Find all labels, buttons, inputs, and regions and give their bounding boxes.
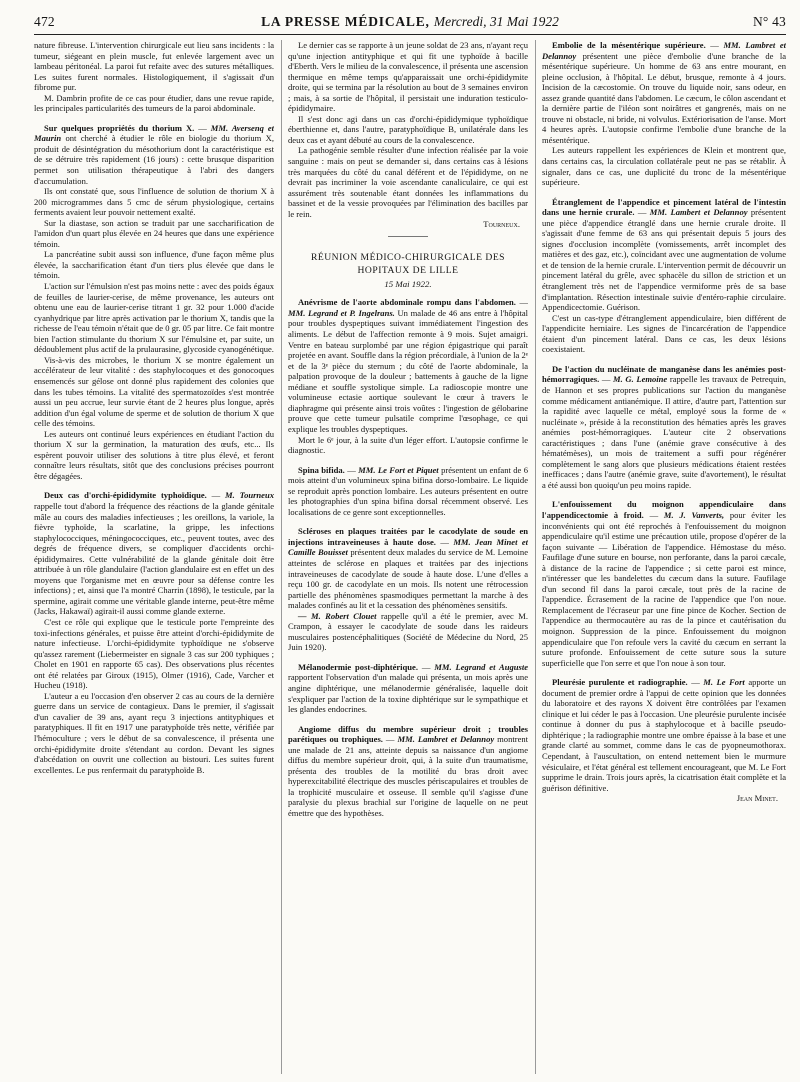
article-authors: MM. Aversenq et Maurin bbox=[34, 122, 274, 144]
paragraph: Sur la diastase, son action se traduit par une saccharification de l'amidon d'un quart plus élevée en 24 heures que dans une expérience témoin. bbox=[34, 217, 274, 249]
paragraph: Mort le 6ᵉ jour, à la suite d'un léger effort. L'autopsie confirme le diagnostic. bbox=[288, 434, 528, 456]
article-text: présentent une pièce d'embolie d'une branche de la mésentérique supérieure. Un homme de 63 ans entre mourant, en pleine occlusion, à l'hôpital. Le début, brusque, remonte à 4 jours. Incision de la cæcostomie. On trouve du liquide noir, sans odeur, en assez grande quantité dans l'abdomen. Le cæcum, le côlon ascendant et la dernière partie de l'iléon sont noirâtres et gangrenés, mais on ne trouve ni obstacle, ni bride, ni volvulus. Extériorisation de l'anse. Mort 4 heures après. L'autopsie confirme l'embolie d'une branche de la mésentérique. bbox=[542, 50, 786, 145]
paragraph: Le dernier cas se rapporte à un jeune soldat de 23 ans, n'ayant reçu qu'une injection antityphique et qui fit une typhoïde à bacille d'Eberth. Vers le milieu de la convalescence, il présenta une ascension thermique en même temps qu'apparaissait une orchi-épididymite droite, qui se termina par la résolution au bout de 3 semaines environ ; mais, à sa sortie de l'hôpital, il persistait une induration testiculo-épididymaire. bbox=[288, 40, 528, 114]
article-scleroses: Scléroses en plaques traitées par le cacodylate de soude en injections intraveineuses à haute dose. — MM. Jean Minet et Camille Bouisset présentent deux malades du service de M. Lemoine atteintes de sclérose en plaques et traitées par des injections intraveineuses de cacodylate de soude à haute dose. L'une d'elles a reçu 100 gr. de cacodylate en un mois. Ils notent une rétrocession partielle des phénomènes spasmodiques permettant la marche à des malades confinés au lit et la cessation des phénomènes sensitifs. bbox=[288, 526, 528, 611]
article-title: Mélanodermie post-diphtérique. bbox=[298, 661, 418, 672]
article-spina-bifida: Spina bifida. — MM. Le Fort et Piquet présentent un enfant de 6 mois atteint d'un volumineux spina bifina dorso-lombaire. Le liquide se reproduit après ponction lombaire. Les auteurs présentent en outre les photographies d'un spina bifina dorsal récemment observé. Les localisations de ce genre sont exceptionnelles. bbox=[288, 464, 528, 517]
spacer bbox=[34, 481, 274, 490]
paragraph: La pancréatine subit aussi son influence, d'une façon même plus élevée, la saccharification étant d'un tiers plus élevée que dans le témoin. bbox=[34, 249, 274, 281]
spacer bbox=[542, 668, 786, 677]
article-pleuresie: Pleurésie purulente et radiographie. — M. Le Fort apporte un document de premier ordre à l'appui de cette opinion que les données du laboratoire et des rayons X doivent être contrôlées par l'examen clinique et lui céder le pas à l'occasion. Une pleurésie purulente incisée continue à donner du pus à staphylocoque et à bacille pseudo-diphtérique ; la radiographie montre une ombre épaisse à la base et une grande clarté au sommet, comme dans le cas de pyopneumothorax. Cependant, à l'auscultation, on entend nettement bien le murmure vésiculaire, et l'état général est tellement encourageant, que M. Le Fort supprime le drain. Trois jours après, la cicatrisation était complète et la guérison définitive. bbox=[542, 677, 786, 793]
article-etranglement: Étranglement de l'appendice et pincement latéral de l'intestin dans une hernie crurale. — MM. Lambert et Delannoy présentent une pièce d'appendice étranglé dans une hernie crurale droite. Il s'agissait d'une femme de 63 ans qui présentait depuis 5 jours des signes d'occlusion incomplète (vomissements, arrêt incomplet des matières et des gaz, etc.), coïncidant avec une augmentation de volume et de tension de la hernie crurale. L'intervention permit de découvrir un pincement latéral du grêle, avec sphacèle du sillon de striction et un étranglement très net de l'appendice vermiforme près de sa base d'implantation. Résection intestinale suivie d'entéro-raphie circulaire. Appendicectomie. Guérison. bbox=[542, 196, 786, 313]
article-authors: MM. Le Fort et Piquet bbox=[358, 464, 439, 475]
article-text: rappelle qu'il a été le premier, avec M. Crampon, à essayer le cacodylate de soude dans les raideurs musculaires postencéphalitiques (Société de Médecine du Nord, 25 Juin 1920). bbox=[288, 610, 528, 653]
spacer bbox=[288, 517, 528, 526]
journal-title bbox=[261, 14, 559, 30]
article-embolie: Embolie de la mésentérique supérieure. — MM. Lambret et Delannoy présentent une pièce d'embolie d'une branche de la mésentérique supérieure. Un homme de 63 ans entre mourant, en pleine occlusion, à l'hôpital. Le début, brusque, remonte à 4 jours. Incision de la cæcostomie. On trouve du liquide noir, sans odeur, en assez grande quantité dans l'abdomen. Le cæcum, le côlon ascendant et la dernière partie de l'iléon sont noirâtres et gangrenés, mais on ne trouve ni obstacle, ni bride, ni volvulus. Extériorisation de l'anse. Mort 4 heures après. L'autopsie confirme l'embolie d'une branche de la mésentérique. bbox=[542, 40, 786, 145]
journal-name: LA PRESSE MÉDICALE, bbox=[261, 14, 430, 29]
article-title: Sur quelques propriétés du thorium X. bbox=[44, 122, 195, 133]
article-angiome: Angiome diffus du membre supérieur droit ; troubles parétiques ou trophiques. — MM. Lambret et Delannoy montrent une malade de 21 ans, atteinte depuis sa naissance d'un angiome diffus du membre supérieur droit, qui, à la suite d'un traumatisme, présenta des troubles de la motilité du bras droit avec hyperexcitabilité électrique des muscles périscapulaires et troubles de la trophicité musculaire et osseuse. Il semble qu'il s'agisse d'une paralysie du plexus brachial sur l'origine de laquelle on ne peut émettre que des hypothèses. bbox=[288, 723, 528, 818]
article-authors: MM. Lambret et Delannoy bbox=[397, 734, 495, 745]
article-thorium: Sur quelques propriétés du thorium X. — MM. Aversenq et Maurin ont cherché à étudier le rôle en biologie du thorium X, produit de désintégration du mésothorium dont la caractéristique est de se détruire très rapidement (16 jours) : cette brusque disparition permet son utilisation thérapeutique à l'abri des dangers d'accumulation. bbox=[34, 122, 274, 186]
article-text: montrent une malade de 21 ans, atteinte depuis sa naissance d'un angiome diffus du membre supérieur droit, qui, à la suite d'un traumatisme, présenta des troubles de la motilité du bras droit avec hyperexcitabilité électrique des muscles périscapulaires et troubles de la trophicité musculaire et osseuse. Il semble qu'il s'agisse d'une paralysie du plexus brachial sur l'origine de laquelle on ne peut émettre que des hypothèses. bbox=[288, 734, 528, 818]
paragraph: L'action sur l'émulsion n'est pas moins nette : avec des poids égaux de feuilles de laurier-cerise, de même provenance, les auteurs ont obtenu une eau de laurier-cerise titrant 1 gr. 32 pour 1.000 d'acide cyanhydrique par litre après activation par le thorium X, tandis que la richesse de l'eau témoin n'était que de 0 gr. 05 par litre. Ce fait montre bien l'action stimulante du thorium X sur l'émulsine et, par suite, un dédoublement plus actif de la prulaurasine, glycoside cyanogénétique. bbox=[34, 281, 274, 355]
article-title: Scléroses en plaques traitées par le cacodylate de soude en injections intraveineuses à haute dose. bbox=[288, 526, 528, 547]
article-authors: MM. Jean Minet et Camille Bouisset bbox=[288, 536, 528, 558]
article-title: Étranglement de l'appendice et pincement latéral de l'intestin dans une hernie crurale. bbox=[542, 196, 786, 218]
spacer bbox=[542, 355, 786, 364]
article-authors: MM. Legrand et P. Ingelrans. bbox=[288, 307, 395, 318]
article-authors: — M. Robert Clouet bbox=[298, 610, 377, 621]
spacer bbox=[288, 715, 528, 724]
article-text: présentent un enfant de 6 mois atteint d'un volumineux spina bifina dorso-lombaire. Le liquide se reproduit après ponction lombaire. Les auteurs présentent en outre les photographies d'un spina bifina dorsal récemment observé. Les localisations de ce genre sont exceptionnelles. bbox=[288, 464, 528, 517]
paragraph: Les auteurs rappellent les expériences de Klein et montrent que, dans certains cas, la circulation collatérale peut ne pas se rétablir. À signaler, dans ce cas, une duplicité du tronc de la mésentérique supérieure. bbox=[542, 145, 786, 188]
paragraph: L'auteur a eu l'occasion d'en observer 2 cas au cours de la dernière guerre dans un service de contagieux. Dans le premier, il s'agissait d'un cavalier de 39 ans, ayant reçu 3 injections antityphiques et paratyphiques. Il fit en 1917 une paratyphoïde très nette, vérifiée par l'hémoculture ; vers le début de sa convalescence, il présenta une orchi-épididymite droite s'étendant au cordon. Devant les signes d'abcédation on ouvrit une collection au bistouri. Les suites furent excellentes. Le pus renfermait du paratyphoïde B. bbox=[34, 690, 274, 775]
article-manganese: De l'action du nucléinate de manganèse dans les anémies post-hémorragiques. — M. G. Lemoine rappelle les travaux de Petrequin, de Hannon et ses propres publications sur l'action du manganèse comme médicament antianémique. Il attire, d'autre part, l'attention sur la rapidité avec laquelle ce métal, employé sous la forme de « nucléinate », préside à la reconstitution des hématies après les graves anémies post-hémorragiques. L'auteur cite 2 observations caractéristiques ; dans l'une (anémie grave consécutive à des hématémèses), un mois de traitement a suffi pour régénérer complètement le sang alors que plusieurs médications étaient restées inefficaces ; dans l'autre (anémie grave, suite d'avortement), le résultat a été aussi bon quoiqu'un peu moins rapide. bbox=[542, 363, 786, 490]
spacer bbox=[34, 114, 274, 123]
article-text: ont cherché à étudier le rôle en biologie du thorium X, produit de désintégration du mésothorium dont la caractéristique est de se détruire très rapidement (16 jours) : cette brusque disparition permet son utilisation thérapeutique à l'abri des dangers d'accumulation. bbox=[34, 133, 274, 186]
text-columns bbox=[34, 40, 786, 1074]
article-title: Deux cas d'orchi-épididymite typhoïdique. bbox=[44, 490, 207, 501]
paragraph: M. Dambrin profite de ce cas pour étudier, dans une revue rapide, les principales particularités des tumeurs de la paroi abdominale. bbox=[34, 92, 274, 114]
paragraph: Il s'est donc agi dans un cas d'orchi-épididymique typhoïdique éberthienne et, dans l'autre, paratyphoïdique B, unilatérale dans les deux cas et ayant débuté au cours de la convalescence. bbox=[288, 113, 528, 145]
paragraph: C'est un cas-type d'étranglement appendiculaire, bien différent de l'appendicite herniaire. Les signes de l'incarcération de l'appendice étaient d'un pincement latéral. Dans ce cas, les deux lésions coexistaient. bbox=[542, 312, 786, 355]
spacer bbox=[288, 456, 528, 465]
article-authors: M. Le Fort bbox=[703, 677, 745, 688]
section-date: 15 Mai 1922. bbox=[384, 278, 432, 289]
article-text: pour éviter les inconvénients qui ont été reprochés à l'enfouissement du moignon appendiculaire qu'il estime une précaution utile, propose d'opérer de la façon suivante — Libération de l'appendice. Hémostase du méso. Faufilage d'une suture en bourse, non perforante, dans la paroi cæcale, à distance de la racine de l'appendice ; si cette paroi est mince, n'intéresser que les bandelettes du cæcum dans la suture. Faufilage d'un second fil dans la paroi cæcale, tout près de la racine de l'appendice. Écrasement de la racine de l'appendice que l'on noue. Remplacement de l'écraseur par une fine pince de Kocher. Section de l'appendice au thermocautère au ras de la pince et cautérisation du moignon. Suppression de la pince. Enfouissement du moignon appendiculaire que l'on refoule vers la cavité du cæcum en serrant la suture profonde. Enfouissement de cette suture sous la suture superficielle que l'on serre et que l'on noue à son tour. bbox=[542, 509, 786, 668]
paragraph bbox=[288, 611, 528, 653]
article-authors: M. Tourneux bbox=[225, 490, 274, 501]
article-title: Pleurésie purulente et radiographie. bbox=[552, 677, 688, 688]
signature: Tourneux. bbox=[483, 219, 520, 230]
article-text: présentent deux malades du service de M. Lemoine atteintes de sclérose en plaques et traitées par des injections intraveineuses de cacodylate de soude à haute dose. L'une d'elles a reçu 100 gr. de cacodylate en un mois. Ils notent une rétrocession partielle des phénomènes spasmodiques permettant la marche à des malades confinés au lit et la cessation des phénomènes sensitifs. bbox=[288, 547, 528, 611]
article-text: rapportent l'observation d'un malade qui présenta, un mois après une angine diphtérique, une mélanodermie généralisée, laquelle doit s'expliquer par l'action de la toxine diphtérique sur le sympathique et les glandes endocrines. bbox=[288, 672, 528, 715]
article-title: De l'action du nucléinate de manganèse dans les anémies post-hémorragiques. bbox=[542, 363, 786, 385]
article-authors: MM. Lambert et Delannoy bbox=[649, 207, 748, 218]
paragraph: La pathogénie semble résulter d'une infection réalisée par la voie sanguine : mais on peut se demander si, dans certains cas à lésions très marquées du côté du canal déférent et de l'épididyme, on ne devrait pas incriminer la voie ascendante canaliculaire, ce qui est assurément très soutenable étant données les inflammations du bassinet et de la vessie provoquées par l'élimination des bacilles par le rein. bbox=[288, 145, 528, 219]
paragraph: Les auteurs ont continué leurs expériences en étudiant l'action du thorium X sur la germination, la maturation des œufs, etc... Ils espèrent pouvoir utiliser des solutions à titre plus élevé, et feront connaître leurs résultats, sitôt que des conclusions précises pourront être dégagées. bbox=[34, 428, 274, 481]
article-title: Spina bifida. bbox=[298, 464, 345, 475]
article-authors: M. J. Vanverts, bbox=[663, 509, 725, 520]
running-header bbox=[34, 14, 786, 32]
page-number: 472 bbox=[34, 14, 55, 29]
issue-date: Mercredi, 31 Mai 1922 bbox=[433, 14, 559, 29]
article-text: apporte un document de premier ordre à l'appui de cette opinion que les données du laboratoire et des rayons X doivent être contrôlées par l'examen clinique et lui céder le pas à l'occasion. Une pleurésie purulente incisée continue à donner du pus à staphylocoque et à bacille pseudo-diphtérique ; la radiographie montre une ombre épaisse à la base et une grande clarté au sommet, comme dans le cas de pyopneumothorax. Cependant, à l'auscultation, on entend nettement bien le murmure vésiculaire, et l'état général est tellement encourageant, que M. Le Fort supprime le drain. Trois jours après, la cicatrisation était complète et la guérison définitive. bbox=[542, 677, 786, 793]
spacer bbox=[542, 490, 786, 499]
spacer bbox=[288, 653, 528, 662]
column-2 bbox=[281, 40, 528, 1074]
article-text: Un malade de 46 ans entre à l'hôpital pour troubles dyspeptiques suivant immédiatement l'ingestion des aliments. Le début de l'affection remonte à 9 mois. Sujet amaigri. Ventre en bateau surplombé par une région épigastrique qui paraît projetée en avant. Souffle dans la région précordiale, à l'union de la 2ᵉ et de la 3ᵉ pièce du sternum ; du côté de l'aorte abdominale, la palpation provoque de la douleur ; battements à gauche de la ligne médiane et souffle systolique simple. La radioscopie montre une volumineuse ectasie aortique soulevant le cœur à travers le diaphragme qui présente ainsi trois voûtes : l'ingestion de gélobarine prouve que cette tumeur pulsatile comprime l'œsophage, ce qui explique les troubles dyspeptiques. bbox=[288, 307, 528, 434]
article-text: rappelle tout d'abord la fréquence des réactions de la glande génitale mâle au cours des maladies infectieuses ; les oreillons, la variole, la fièvre typhoïde, la scarlatine, la grippe, les infections staphylococciques, méningococciques, etc., peuvent toutes, avec des degrés de fréquence divers, se compliquer d'accidents orchi-épididymaires. Cette vulnérabilité de la glande génitale doit être attribuée à un rôle glandulaire (l'action glandulaire est en effet un des moyens que l'organisme met en œuvre pour sa défense contre les infections) ; et, ainsi que l'a montré Charrin (1898), le testicule, par la spermine, agirait comme une véritable glande interne, peut-être même (Jacks, Hakawaï) agirait-il aussi comme glande externe. bbox=[34, 500, 274, 617]
article-orchi: Deux cas d'orchi-épididymite typhoïdique. — M. Tourneux rappelle tout d'abord la fréquence des réactions de la glande génitale mâle au cours des maladies infectieuses ; les oreillons, la variole, la fièvre typhoïde, la scarlatine, la grippe, les infections staphylococciques, méningococciques, etc., peuvent toutes, avec des degrés de fréquence divers, se compliquer d'accidents orchi-épididymaires. Cette vulnérabilité de la glande génitale doit être attribuée à un rôle glandulaire (l'action glandulaire est en effet un des moyens que l'organisme met en œuvre pour sa défense contre les infections) ; et, ainsi que l'a montré Charrin (1898), le testicule, par la spermine, agirait comme une véritable glande interne, peut-être même (Jacks, Hakawaï) agirait-il aussi comme glande externe. bbox=[34, 490, 274, 617]
article-title: Anévrisme de l'aorte abdominale rompu dans l'abdomen. bbox=[298, 297, 516, 308]
spacer bbox=[542, 188, 786, 197]
article-authors: MM. Lambret et Delannoy bbox=[542, 40, 786, 61]
column-1 bbox=[34, 40, 274, 1074]
header-rule bbox=[34, 34, 786, 35]
signature: Jean Minet. bbox=[736, 793, 778, 804]
article-authors: MM. Legrand et Auguste bbox=[434, 661, 528, 672]
issue-number: N° 43 bbox=[752, 14, 786, 29]
article-text: rappelle les travaux de Petrequin, de Hannon et ses propres publications sur l'action du manganèse comme médicament antianémique. Il attire, d'autre part, l'attention sur la rapidité avec laquelle ce métal, employé sous la forme de « nucléinate », préside à la reconstitution des hématies après les graves anémies post-hémorragiques. L'auteur cite 2 observations caractéristiques ; dans l'une (anémie grave consécutive à des hématémèses), un mois de traitement a suffi pour régénérer complètement le sang alors que plusieurs médications étaient restées inefficaces ; dans l'autre (anémie grave, suite d'avortement), le résultat a été aussi bon quoiqu'un peu moins rapide. bbox=[542, 374, 786, 490]
article-text: présentent une pièce d'appendice étranglé dans une hernie crurale droite. Il s'agissait d'une femme de 63 ans qui présentait depuis 5 jours des signes d'occlusion incomplète (vomissements, arrêt incomplet des matières et des gaz, etc.), coïncidant avec une augmentation de volume et de tension de la hernie crurale. L'intervention permit de découvrir un pincement latéral du grêle, avec sphacèle du sillon de striction et un étranglement très net de l'appendice vermiforme près de sa base d'implantation. Résection intestinale suivie d'entéro-raphie circulaire. Appendicectomie. Guérison. bbox=[542, 207, 786, 313]
paragraph: Ils ont constaté que, sous l'influence de solution de thorium X à 200 microgrammes dans 5 cmc de sérum physiologique, certains ferments avaient leur pouvoir nettement exalté. bbox=[34, 186, 274, 218]
article-anevrisme: Anévrisme de l'aorte abdominale rompu dans l'abdomen. — MM. Legrand et P. Ingelrans. Un malade de 46 ans entre à l'hôpital pour troubles dyspeptiques suivant immédiatement l'ingestion des aliments. Le début de l'affection remonte à 9 mois. Sujet amaigri. Ventre en bateau surplombé par une région épigastrique qui paraît projetée en avant. Souffle dans la région précordiale, à l'union de la 2ᵉ et de la 3ᵉ pièce du sternum ; du côté de l'aorte abdominale, la palpation provoque de la douleur ; battements à gauche de la ligne médiane et souffle systolique simple. La radioscopie montre une volumineuse ectasie aortique soulevant le cœur à travers le diaphragme qui présente ainsi trois voûtes : l'ingestion de gélobarine prouve que cette tumeur pulsatile comprime l'œsophage, ce qui explique les troubles dyspeptiques. bbox=[288, 297, 528, 434]
article-title: Angiome diffus du membre supérieur droit ; troubles parétiques ou trophiques. bbox=[288, 723, 528, 745]
article-title: Embolie de la mésentérique supérieure. bbox=[552, 40, 706, 50]
section-separator bbox=[388, 236, 428, 237]
column-3 bbox=[535, 40, 786, 1074]
paragraph: nature fibreuse. L'intervention chirurgicale eut lieu sans incidents : la tumeur, siégeant en plein muscle, fut enlevée largement avec un lambeau péritonéal. La paroi fut refaite avec des sutures métalliques. Les suites furent normales. Histologiquement, il s'agissait d'un fibrome pur. bbox=[34, 40, 274, 93]
article-title: L'enfouissement du moignon appendiculaire dans l'appendicectomie à froid. bbox=[542, 499, 786, 520]
paragraph: Vis-à-vis des microbes, le thorium X se montre également un accélérateur de leur vitalité : des staphylocoques et des gonocoques ensemencés sur gélose ont donné plus rapidement des colonies que dans les tubes témoins. La vitalité des spermatozoïdes s'est montrée aussi un peu accrue, leur survie étant de 2 heures plus longue, après addition d'un égal volume de sperme et de solution de thorium X que celle des témoins. bbox=[34, 354, 274, 429]
article-melanodermie: Mélanodermie post-diphtérique. — MM. Legrand et Auguste rapportent l'observation d'un malade qui présenta, un mois après une angine diphtérique, une mélanodermie généralisée, laquelle doit s'expliquer par l'action de la toxine diphtérique sur le sympathique et les glandes endocrines. bbox=[288, 661, 528, 715]
paragraph: C'est ce rôle qui explique que le testicule porte l'empreinte des toxi-infections générales, et puisse être atteint d'orchi-épididymite de nature infectieuse. L'orchi-épididymite typhoïdique ne s'observe qu'assez rarement (Liebermeister en signale 3 cas sur 200 typhiques ; Cholet en 1901 en rapporte 65 cas). Des observations plus récentes ont été relatées par Giroux (1915), Olmer (1916), Cade, Varcher et Hucheu (1918). bbox=[34, 616, 274, 691]
article-authors: M. G. Lemoine bbox=[613, 374, 668, 385]
article-enfouissement: L'enfouissement du moignon appendiculaire dans l'appendicectomie à froid. — M. J. Vanverts, pour éviter les inconvénients qui ont été reprochés à l'enfouissement du moignon appendiculaire qu'il estime une précaution utile, propose d'opérer de la façon suivante — Libération de l'appendice. Hémostase du méso. Faufilage d'une suture en bourse, non perforante, dans la paroi cæcale, à distance de la racine de l'appendice ; si cette paroi est mince, n'intéresser que les bandelettes du cæcum dans la suture. Faufilage d'un second fil dans la paroi cæcale, tout près de la racine de l'appendice. Écrasement de la racine de l'appendice que l'on noue. Remplacement de l'écraseur par une fine pince de Kocher. Section de l'appendice au thermocautère au ras de la pince et cautérisation du moignon. Suppression de la pince. Enfouissement du moignon appendiculaire que l'on refoule vers la cavité du cæcum en serrant la suture profonde. Enfouissement de cette suture sous la suture superficielle que l'on serre et que l'on noue à son tour. bbox=[542, 499, 786, 668]
section-title: RÉUNION MÉDICO-CHIRURGICALE DES HOPITAUX DE LILLE bbox=[310, 251, 506, 276]
